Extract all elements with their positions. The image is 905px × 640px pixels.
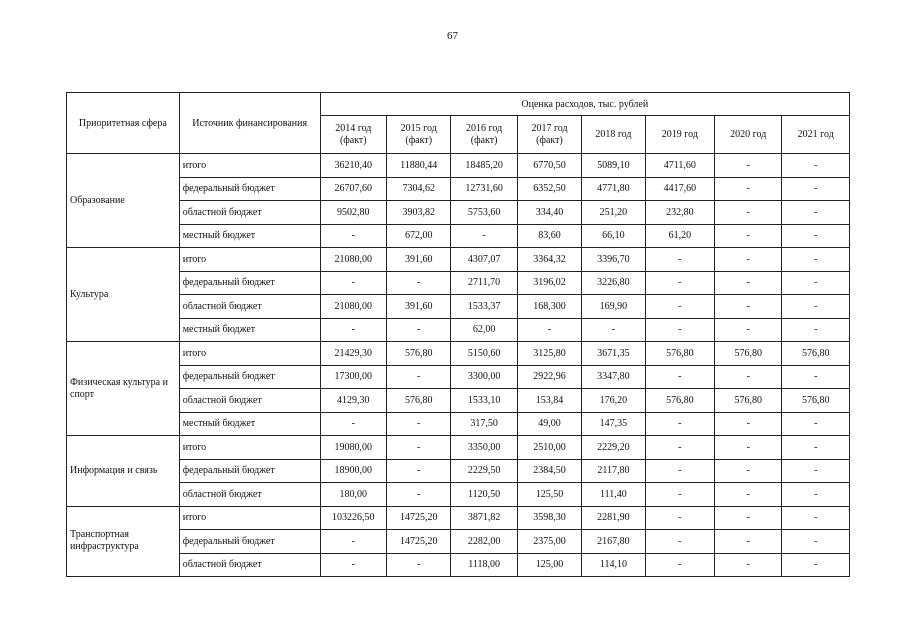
sphere-cell: Транспортная инфраструктура <box>67 506 180 577</box>
year-header <box>715 116 782 154</box>
source-cell: итого <box>179 154 320 178</box>
value-cell: - <box>715 318 782 342</box>
value-cell: 4711,60 <box>645 154 714 178</box>
value-cell: 3598,30 <box>517 506 581 530</box>
sphere-cell: Образование <box>67 154 180 248</box>
table-row <box>67 154 850 178</box>
value-cell: 17300,00 <box>320 365 386 389</box>
value-cell: - <box>782 412 850 436</box>
value-cell: 125,00 <box>517 553 581 577</box>
table-row <box>67 201 850 225</box>
source-cell: областной бюджет <box>179 389 320 413</box>
value-cell: - <box>782 295 850 319</box>
value-cell: 5089,10 <box>582 154 645 178</box>
value-cell: 2922,96 <box>517 365 581 389</box>
value-cell: - <box>582 318 645 342</box>
source-cell: федеральный бюджет <box>179 271 320 295</box>
year-header <box>582 116 645 154</box>
table-header <box>67 93 850 154</box>
value-cell: 3347,80 <box>582 365 645 389</box>
value-cell: 2117,80 <box>582 459 645 483</box>
table-row <box>67 248 850 272</box>
value-cell: 62,00 <box>451 318 517 342</box>
header-source: Источник финансирования <box>179 93 320 154</box>
source-cell: областной бюджет <box>179 483 320 507</box>
value-cell: 576,80 <box>387 342 451 366</box>
value-cell: - <box>387 365 451 389</box>
value-cell: 5150,60 <box>451 342 517 366</box>
value-cell: - <box>782 224 850 248</box>
value-cell: 111,40 <box>582 483 645 507</box>
value-cell: - <box>645 412 714 436</box>
value-cell: 19080,00 <box>320 436 386 460</box>
value-cell: 114,10 <box>582 553 645 577</box>
value-cell: - <box>645 530 714 554</box>
year-label: 2017 год <box>531 122 568 134</box>
value-cell: - <box>782 318 850 342</box>
value-cell: 391,60 <box>387 295 451 319</box>
value-cell: - <box>715 553 782 577</box>
value-cell: - <box>782 553 850 577</box>
value-cell: 125,50 <box>517 483 581 507</box>
value-cell: 576,80 <box>782 342 850 366</box>
value-cell: 4129,30 <box>320 389 386 413</box>
value-cell: - <box>320 412 386 436</box>
table-body <box>67 154 850 577</box>
value-cell: - <box>782 248 850 272</box>
value-cell: 2229,20 <box>582 436 645 460</box>
source-cell: федеральный бюджет <box>179 530 320 554</box>
year-label: 2019 год <box>661 128 698 140</box>
value-cell: 3350,00 <box>451 436 517 460</box>
source-cell: областной бюджет <box>179 553 320 577</box>
value-cell: - <box>645 295 714 319</box>
value-cell: - <box>715 506 782 530</box>
value-cell: - <box>782 530 850 554</box>
value-cell: 49,00 <box>517 412 581 436</box>
value-cell: 3671,35 <box>582 342 645 366</box>
year-header <box>387 116 451 154</box>
year-header <box>451 116 517 154</box>
value-cell: 1533,10 <box>451 389 517 413</box>
table-row <box>67 530 850 554</box>
value-cell: 391,60 <box>387 248 451 272</box>
value-cell: - <box>782 365 850 389</box>
value-cell: 21080,00 <box>320 248 386 272</box>
value-cell: - <box>387 318 451 342</box>
value-cell: 2510,00 <box>517 436 581 460</box>
year-header <box>782 116 850 154</box>
value-cell: 3300,00 <box>451 365 517 389</box>
year-note: (факт) <box>470 134 498 146</box>
value-cell: - <box>782 154 850 178</box>
source-cell: федеральный бюджет <box>179 365 320 389</box>
table-row <box>67 483 850 507</box>
value-cell: 251,20 <box>582 201 645 225</box>
value-cell: - <box>715 271 782 295</box>
value-cell: 5753,60 <box>451 201 517 225</box>
source-cell: областной бюджет <box>179 295 320 319</box>
value-cell: 180,00 <box>320 483 386 507</box>
value-cell: - <box>782 271 850 295</box>
value-cell: - <box>782 177 850 201</box>
value-cell: 4307,07 <box>451 248 517 272</box>
value-cell: - <box>782 201 850 225</box>
value-cell: - <box>387 483 451 507</box>
value-cell: 169,90 <box>582 295 645 319</box>
value-cell: 83,60 <box>517 224 581 248</box>
year-note: (факт) <box>405 134 433 146</box>
source-cell: федеральный бюджет <box>179 459 320 483</box>
table-row <box>67 553 850 577</box>
value-cell: 3125,80 <box>517 342 581 366</box>
value-cell: - <box>782 436 850 460</box>
header-estimate: Оценка расходов, тыс. рублей <box>320 93 849 116</box>
value-cell: 576,80 <box>645 389 714 413</box>
source-cell: федеральный бюджет <box>179 177 320 201</box>
value-cell: 2167,80 <box>582 530 645 554</box>
value-cell: 576,80 <box>387 389 451 413</box>
source-cell: местный бюджет <box>179 224 320 248</box>
value-cell: 2384,50 <box>517 459 581 483</box>
source-cell: итого <box>179 436 320 460</box>
table-row <box>67 365 850 389</box>
value-cell: 103226,50 <box>320 506 386 530</box>
value-cell: - <box>715 412 782 436</box>
value-cell: 3396,70 <box>582 248 645 272</box>
value-cell: 3871,82 <box>451 506 517 530</box>
value-cell: 232,80 <box>645 201 714 225</box>
value-cell: 168,300 <box>517 295 581 319</box>
table-row <box>67 224 850 248</box>
value-cell: 1118,00 <box>451 553 517 577</box>
value-cell: - <box>715 295 782 319</box>
value-cell: 2282,00 <box>451 530 517 554</box>
value-cell: 176,20 <box>582 389 645 413</box>
value-cell: 3196,02 <box>517 271 581 295</box>
value-cell: 2281,90 <box>582 506 645 530</box>
value-cell: - <box>451 224 517 248</box>
value-cell: 2229,50 <box>451 459 517 483</box>
value-cell: - <box>645 506 714 530</box>
table-row <box>67 271 850 295</box>
value-cell: 14725,20 <box>387 530 451 554</box>
value-cell: - <box>645 483 714 507</box>
table-row <box>67 295 850 319</box>
value-cell: 1120,50 <box>451 483 517 507</box>
value-cell: - <box>715 483 782 507</box>
year-note: (факт) <box>536 134 563 146</box>
page-number: 67 <box>447 30 458 42</box>
value-cell: 2375,00 <box>517 530 581 554</box>
value-cell: 66,10 <box>582 224 645 248</box>
value-cell: - <box>517 318 581 342</box>
value-cell: - <box>715 201 782 225</box>
year-label: 2020 год <box>730 128 767 140</box>
value-cell: - <box>387 436 451 460</box>
value-cell: 36210,40 <box>320 154 386 178</box>
value-cell: 12731,60 <box>451 177 517 201</box>
value-cell: 3903,82 <box>387 201 451 225</box>
value-cell: - <box>715 436 782 460</box>
value-cell: 2711,70 <box>451 271 517 295</box>
value-cell: - <box>320 553 386 577</box>
value-cell: - <box>645 436 714 460</box>
source-cell: местный бюджет <box>179 412 320 436</box>
table-row <box>67 412 850 436</box>
table-row <box>67 177 850 201</box>
value-cell: - <box>715 459 782 483</box>
value-cell: - <box>645 318 714 342</box>
value-cell: 672,00 <box>387 224 451 248</box>
value-cell: - <box>645 459 714 483</box>
value-cell: 1533,37 <box>451 295 517 319</box>
value-cell: 21429,30 <box>320 342 386 366</box>
value-cell: - <box>782 506 850 530</box>
year-label: 2014 год <box>335 122 372 134</box>
value-cell: 4771,80 <box>582 177 645 201</box>
value-cell: - <box>715 530 782 554</box>
table-row <box>67 436 850 460</box>
year-note: (факт) <box>339 134 367 146</box>
value-cell: - <box>645 271 714 295</box>
value-cell: 576,80 <box>715 389 782 413</box>
table-row <box>67 318 850 342</box>
sphere-cell: Культура <box>67 248 180 342</box>
value-cell: - <box>387 553 451 577</box>
value-cell: - <box>320 224 386 248</box>
value-cell: 6770,50 <box>517 154 581 178</box>
value-cell: - <box>645 365 714 389</box>
year-header <box>320 116 386 154</box>
value-cell: 21080,00 <box>320 295 386 319</box>
year-header <box>517 116 581 154</box>
table-row <box>67 342 850 366</box>
value-cell: - <box>320 318 386 342</box>
value-cell: 147,35 <box>582 412 645 436</box>
table-row <box>67 459 850 483</box>
sphere-cell: Информация и связь <box>67 436 180 507</box>
value-cell: 6352,50 <box>517 177 581 201</box>
value-cell: - <box>715 177 782 201</box>
value-cell: 576,80 <box>645 342 714 366</box>
value-cell: 3364,32 <box>517 248 581 272</box>
value-cell: - <box>387 459 451 483</box>
value-cell: - <box>715 248 782 272</box>
source-cell: итого <box>179 506 320 530</box>
year-header <box>645 116 714 154</box>
value-cell: 3226,80 <box>582 271 645 295</box>
year-label: 2015 год <box>400 122 437 134</box>
source-cell: итого <box>179 248 320 272</box>
value-cell: - <box>387 271 451 295</box>
value-cell: - <box>782 459 850 483</box>
value-cell: 576,80 <box>782 389 850 413</box>
value-cell: 18900,00 <box>320 459 386 483</box>
value-cell: - <box>645 553 714 577</box>
value-cell: - <box>715 224 782 248</box>
value-cell: - <box>715 154 782 178</box>
year-label: 2021 год <box>797 128 834 140</box>
header-sphere: Приоритетная сфера <box>67 93 180 154</box>
value-cell: - <box>782 483 850 507</box>
source-cell: местный бюджет <box>179 318 320 342</box>
value-cell: 4417,60 <box>645 177 714 201</box>
value-cell: 153,84 <box>517 389 581 413</box>
table-row <box>67 389 850 413</box>
value-cell: - <box>645 248 714 272</box>
value-cell: - <box>320 271 386 295</box>
source-cell: итого <box>179 342 320 366</box>
value-cell: 61,20 <box>645 224 714 248</box>
value-cell: 26707,60 <box>320 177 386 201</box>
value-cell: 14725,20 <box>387 506 451 530</box>
value-cell: 576,80 <box>715 342 782 366</box>
value-cell: 334,40 <box>517 201 581 225</box>
value-cell: 317,50 <box>451 412 517 436</box>
value-cell: - <box>320 530 386 554</box>
year-label: 2016 год <box>466 122 503 134</box>
source-cell: областной бюджет <box>179 201 320 225</box>
sphere-cell: Физическая культура и спорт <box>67 342 180 436</box>
value-cell: - <box>387 412 451 436</box>
value-cell: - <box>715 365 782 389</box>
table-row <box>67 506 850 530</box>
value-cell: 18485,20 <box>451 154 517 178</box>
budget-table <box>66 92 850 577</box>
value-cell: 9502,80 <box>320 201 386 225</box>
value-cell: 7304,62 <box>387 177 451 201</box>
year-label: 2018 год <box>595 128 632 140</box>
value-cell: 11880,44 <box>387 154 451 178</box>
